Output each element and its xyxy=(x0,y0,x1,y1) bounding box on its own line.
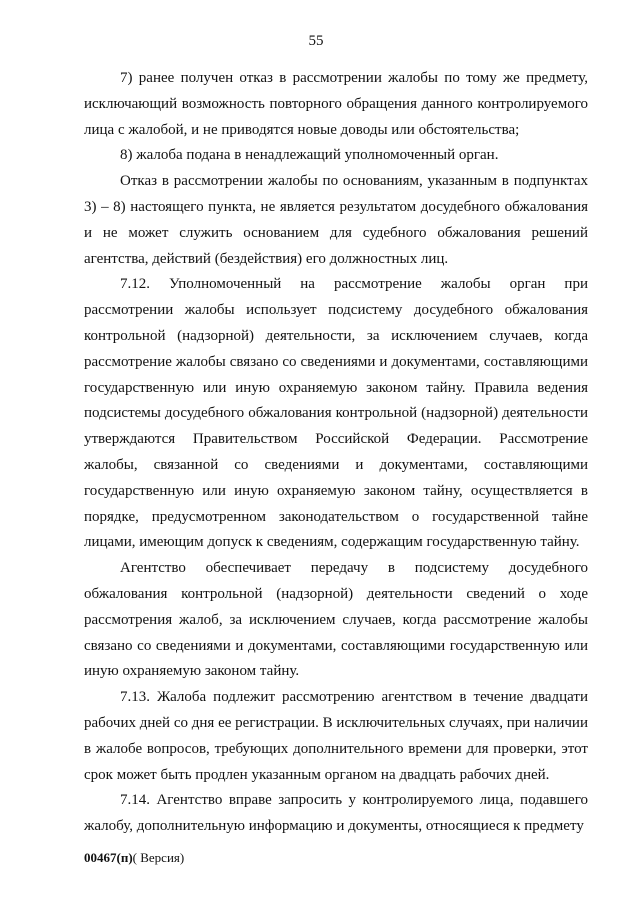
paragraph-7-13: 7.13. Жалоба подлежит рассмотрению агентством в течение двадцати рабочих дней со дня ее регистрации. В исключительных случаях, при наличии в жалобе вопросов, требующих дополнительного времени для проверки, этот срок может быть продлен указанным органом на двадцать рабочих дней. xyxy=(84,689,588,783)
page-number: 55 xyxy=(308,33,324,49)
document-body xyxy=(84,66,588,840)
footer-version: ( Версия) xyxy=(132,850,185,865)
paragraph-7-12: 7.12. Уполномоченный на рассмотрение жалобы орган при рассмотрении жалобы использует подсистему досудебного обжалования контрольной (надзорной) деятельности, за исключением случаев, когда рассмотрение жалобы связано со сведениями и документами, составляющими государственную или иную охраняемую законом тайну. Правила ведения подсистемы досудебного обжалования контрольной (надзорной) деятельности утверждаются Правительством Российской Федерации. Рассмотрение жалобы, связанной со сведениями и документами, составляющими государственную или иную охраняемую законом тайну, осуществляется в порядке, предусмотренном законодательством о государственной тайне лицами, имеющим допуск к сведениям, содержащим государственную тайну. xyxy=(84,276,588,551)
paragraph-agency-transfer: Агентство обеспечивает передачу в подсистему досудебного обжалования контрольной (надзорной) деятельности сведений о ходе рассмотрения жалоб, за исключением случаев, когда рассмотрение жалобы связано со сведениями и документами, составляющими государственную или иную охраняемую законом тайну. xyxy=(84,560,588,680)
paragraph-refusal: Отказ в рассмотрении жалобы по основаниям, указанным в подпунктах 3) – 8) настоящего пункта, не является результатом досудебного обжалования и не может служить основанием для судебного обжалования решений агентства, действий (бездействия) его должностных лиц. xyxy=(84,173,588,267)
footer-code: 00467(п) xyxy=(84,850,133,865)
document-footer xyxy=(84,850,184,866)
paragraph-7-14: 7.14. Агентство вправе запросить у контролируемого лица, подавшего жалобу, дополнительную информацию и документы, относящиеся к предмету xyxy=(84,792,588,835)
paragraph-item-8: 8) жалоба подана в ненадлежащий уполномоченный орган. xyxy=(120,147,499,164)
paragraph-item-7: 7) ранее получен отказ в рассмотрении жалобы по тому же предмету, исключающий возможность повторного обращения данного контролируемого лица с жалобой, и не приводятся новые доводы или обстоятельства; xyxy=(84,70,588,138)
